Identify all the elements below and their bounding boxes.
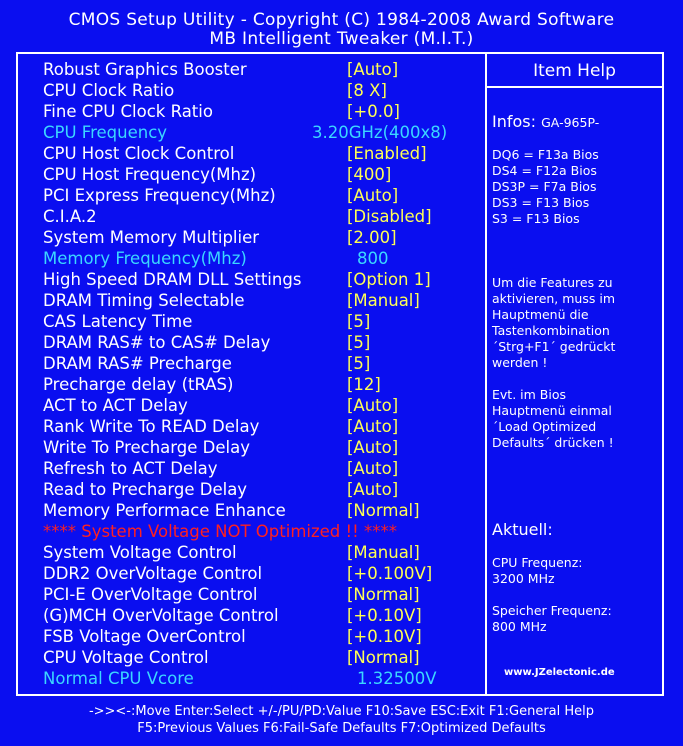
setting-label: Rank Write To READ Delay — [43, 417, 260, 436]
help-text-line: werden ! — [492, 355, 548, 370]
help-cpu-value: 3200 MHz — [492, 571, 555, 586]
help-bios-item: S3 = F13 Bios — [492, 211, 580, 226]
help-text-line: Evt. im Bios — [492, 387, 566, 402]
setting-value[interactable]: [Normal] — [347, 648, 420, 667]
info-value: 1.32500V — [357, 669, 437, 688]
setting-value[interactable]: [Disabled] — [347, 207, 432, 226]
setting-value[interactable]: [5] — [347, 354, 371, 373]
setting-label: System Voltage Control — [43, 543, 237, 562]
help-bios-item: DS3 = F13 Bios — [492, 195, 590, 210]
setting-label: DRAM Timing Selectable — [43, 291, 245, 310]
setting-label: DDR2 OverVoltage Control — [43, 564, 263, 583]
setting-value[interactable]: [Option 1] — [347, 270, 431, 289]
setting-value[interactable]: [Normal] — [347, 585, 420, 604]
setting-value[interactable]: [Auto] — [347, 186, 399, 205]
setting-value[interactable]: [Auto] — [347, 396, 399, 415]
help-text-line: ´Strg+F1´ gedrückt — [492, 339, 616, 354]
setting-value[interactable]: [5] — [347, 312, 371, 331]
setting-value[interactable]: [Auto] — [347, 60, 399, 79]
setting-value[interactable]: [Manual] — [347, 291, 420, 310]
setting-value[interactable]: [Auto] — [347, 459, 399, 478]
setting-value[interactable]: [Normal] — [347, 501, 420, 520]
setting-value[interactable]: [+0.10V] — [347, 606, 422, 625]
info-label: Normal CPU Vcore — [43, 669, 194, 688]
setting-label: CPU Host Frequency(Mhz) — [43, 165, 257, 184]
help-bios-item: DQ6 = F13a Bios — [492, 147, 599, 162]
setting-label: PCI-E OverVoltage Control — [43, 585, 258, 604]
setting-label: CPU Host Clock Control — [43, 144, 235, 163]
setting-label: Fine CPU Clock Ratio — [43, 102, 213, 121]
setting-label: DRAM RAS# to CAS# Delay — [43, 333, 271, 352]
setting-label: High Speed DRAM DLL Settings — [43, 270, 302, 289]
help-text-line: Tastenkombination — [492, 323, 610, 338]
setting-label: Robust Graphics Booster — [43, 60, 247, 79]
info-value: 3.20GHz(400x8) — [312, 123, 448, 142]
item-help-title: Item Help — [487, 54, 662, 88]
brand-watermark: www.JZelectonic.de — [504, 667, 615, 678]
setting-label: FSB Voltage OverControl — [43, 627, 246, 646]
setting-label: Write To Precharge Delay — [43, 438, 250, 457]
setting-value[interactable]: [Auto] — [347, 480, 399, 499]
setting-value[interactable]: [8 X] — [347, 81, 387, 100]
setting-value[interactable]: [2.00] — [347, 228, 397, 247]
info-label: Memory Frequency(Mhz) — [43, 249, 247, 268]
footer-keys-line-2: F5:Previous Values F6:Fail-Safe Defaults F7:Optimized Defaults — [137, 721, 546, 736]
footer-keys-line-1: ->><-:Move Enter:Select +/-/PU/PD:Value F10:Save ESC:Exit F1:General Help — [88, 704, 595, 719]
setting-label: System Memory Multiplier — [43, 228, 260, 247]
setting-label: CPU Clock Ratio — [43, 81, 175, 100]
help-mem-value: 800 MHz — [492, 619, 547, 634]
setting-label: (G)MCH OverVoltage Control — [43, 606, 279, 625]
help-infos-label: Infos: — [492, 112, 537, 131]
title-line-2: MB Intelligent Tweaker (M.I.T.) — [209, 29, 474, 49]
setting-label: Refresh to ACT Delay — [43, 459, 218, 478]
help-text-line: Hauptmenü einmal — [492, 403, 612, 418]
setting-value[interactable]: [+0.100V] — [347, 564, 433, 583]
help-cpu-label: CPU Frequenz: — [492, 555, 583, 570]
setting-value[interactable]: [12] — [347, 375, 381, 394]
help-text-line: Defaults´ drücken ! — [492, 435, 614, 450]
setting-value[interactable]: [Auto] — [347, 417, 399, 436]
help-aktuell: Aktuell: — [492, 520, 553, 539]
setting-value[interactable]: [Auto] — [347, 438, 399, 457]
panel-divider — [485, 54, 487, 694]
help-text-line: Um die Features zu — [492, 275, 613, 290]
help-bios-item: DS4 = F12a Bios — [492, 163, 597, 178]
info-label: CPU Frequency — [43, 123, 168, 142]
setting-value[interactable]: [+0.0] — [347, 102, 400, 121]
setting-label: ACT to ACT Delay — [43, 396, 188, 415]
setting-value[interactable]: [Enabled] — [347, 144, 427, 163]
voltage-warning: **** System Voltage NOT Optimized !! **** — [43, 522, 397, 541]
setting-label: C.I.A.2 — [43, 207, 97, 226]
setting-label: Precharge delay (tRAS) — [43, 375, 234, 394]
help-mem-label: Speicher Frequenz: — [492, 603, 612, 618]
setting-label: CPU Voltage Control — [43, 648, 209, 667]
setting-value[interactable]: [400] — [347, 165, 392, 184]
help-infos-board: GA-965P- — [541, 115, 600, 130]
setting-label: Memory Performace Enhance — [43, 501, 286, 520]
setting-value[interactable]: [Manual] — [347, 543, 420, 562]
setting-label: Read to Precharge Delay — [43, 480, 248, 499]
help-text-line: ´Load Optimized — [492, 419, 597, 434]
setting-value[interactable]: [5] — [347, 333, 371, 352]
info-value: 800 — [357, 249, 389, 268]
setting-label: CAS Latency Time — [43, 312, 193, 331]
help-text-line: Hauptmenü die — [492, 307, 589, 322]
setting-label: DRAM RAS# Precharge — [43, 354, 232, 373]
setting-label: PCI Express Frequency(Mhz) — [43, 186, 276, 205]
help-text-line: aktivieren, muss im — [492, 291, 616, 306]
setting-value[interactable]: [+0.10V] — [347, 627, 422, 646]
title-line-1: CMOS Setup Utility - Copyright (C) 1984-2008 Award Software — [68, 10, 615, 30]
help-bios-item: DS3P = F7a Bios — [492, 179, 597, 194]
help-infos — [492, 112, 599, 131]
